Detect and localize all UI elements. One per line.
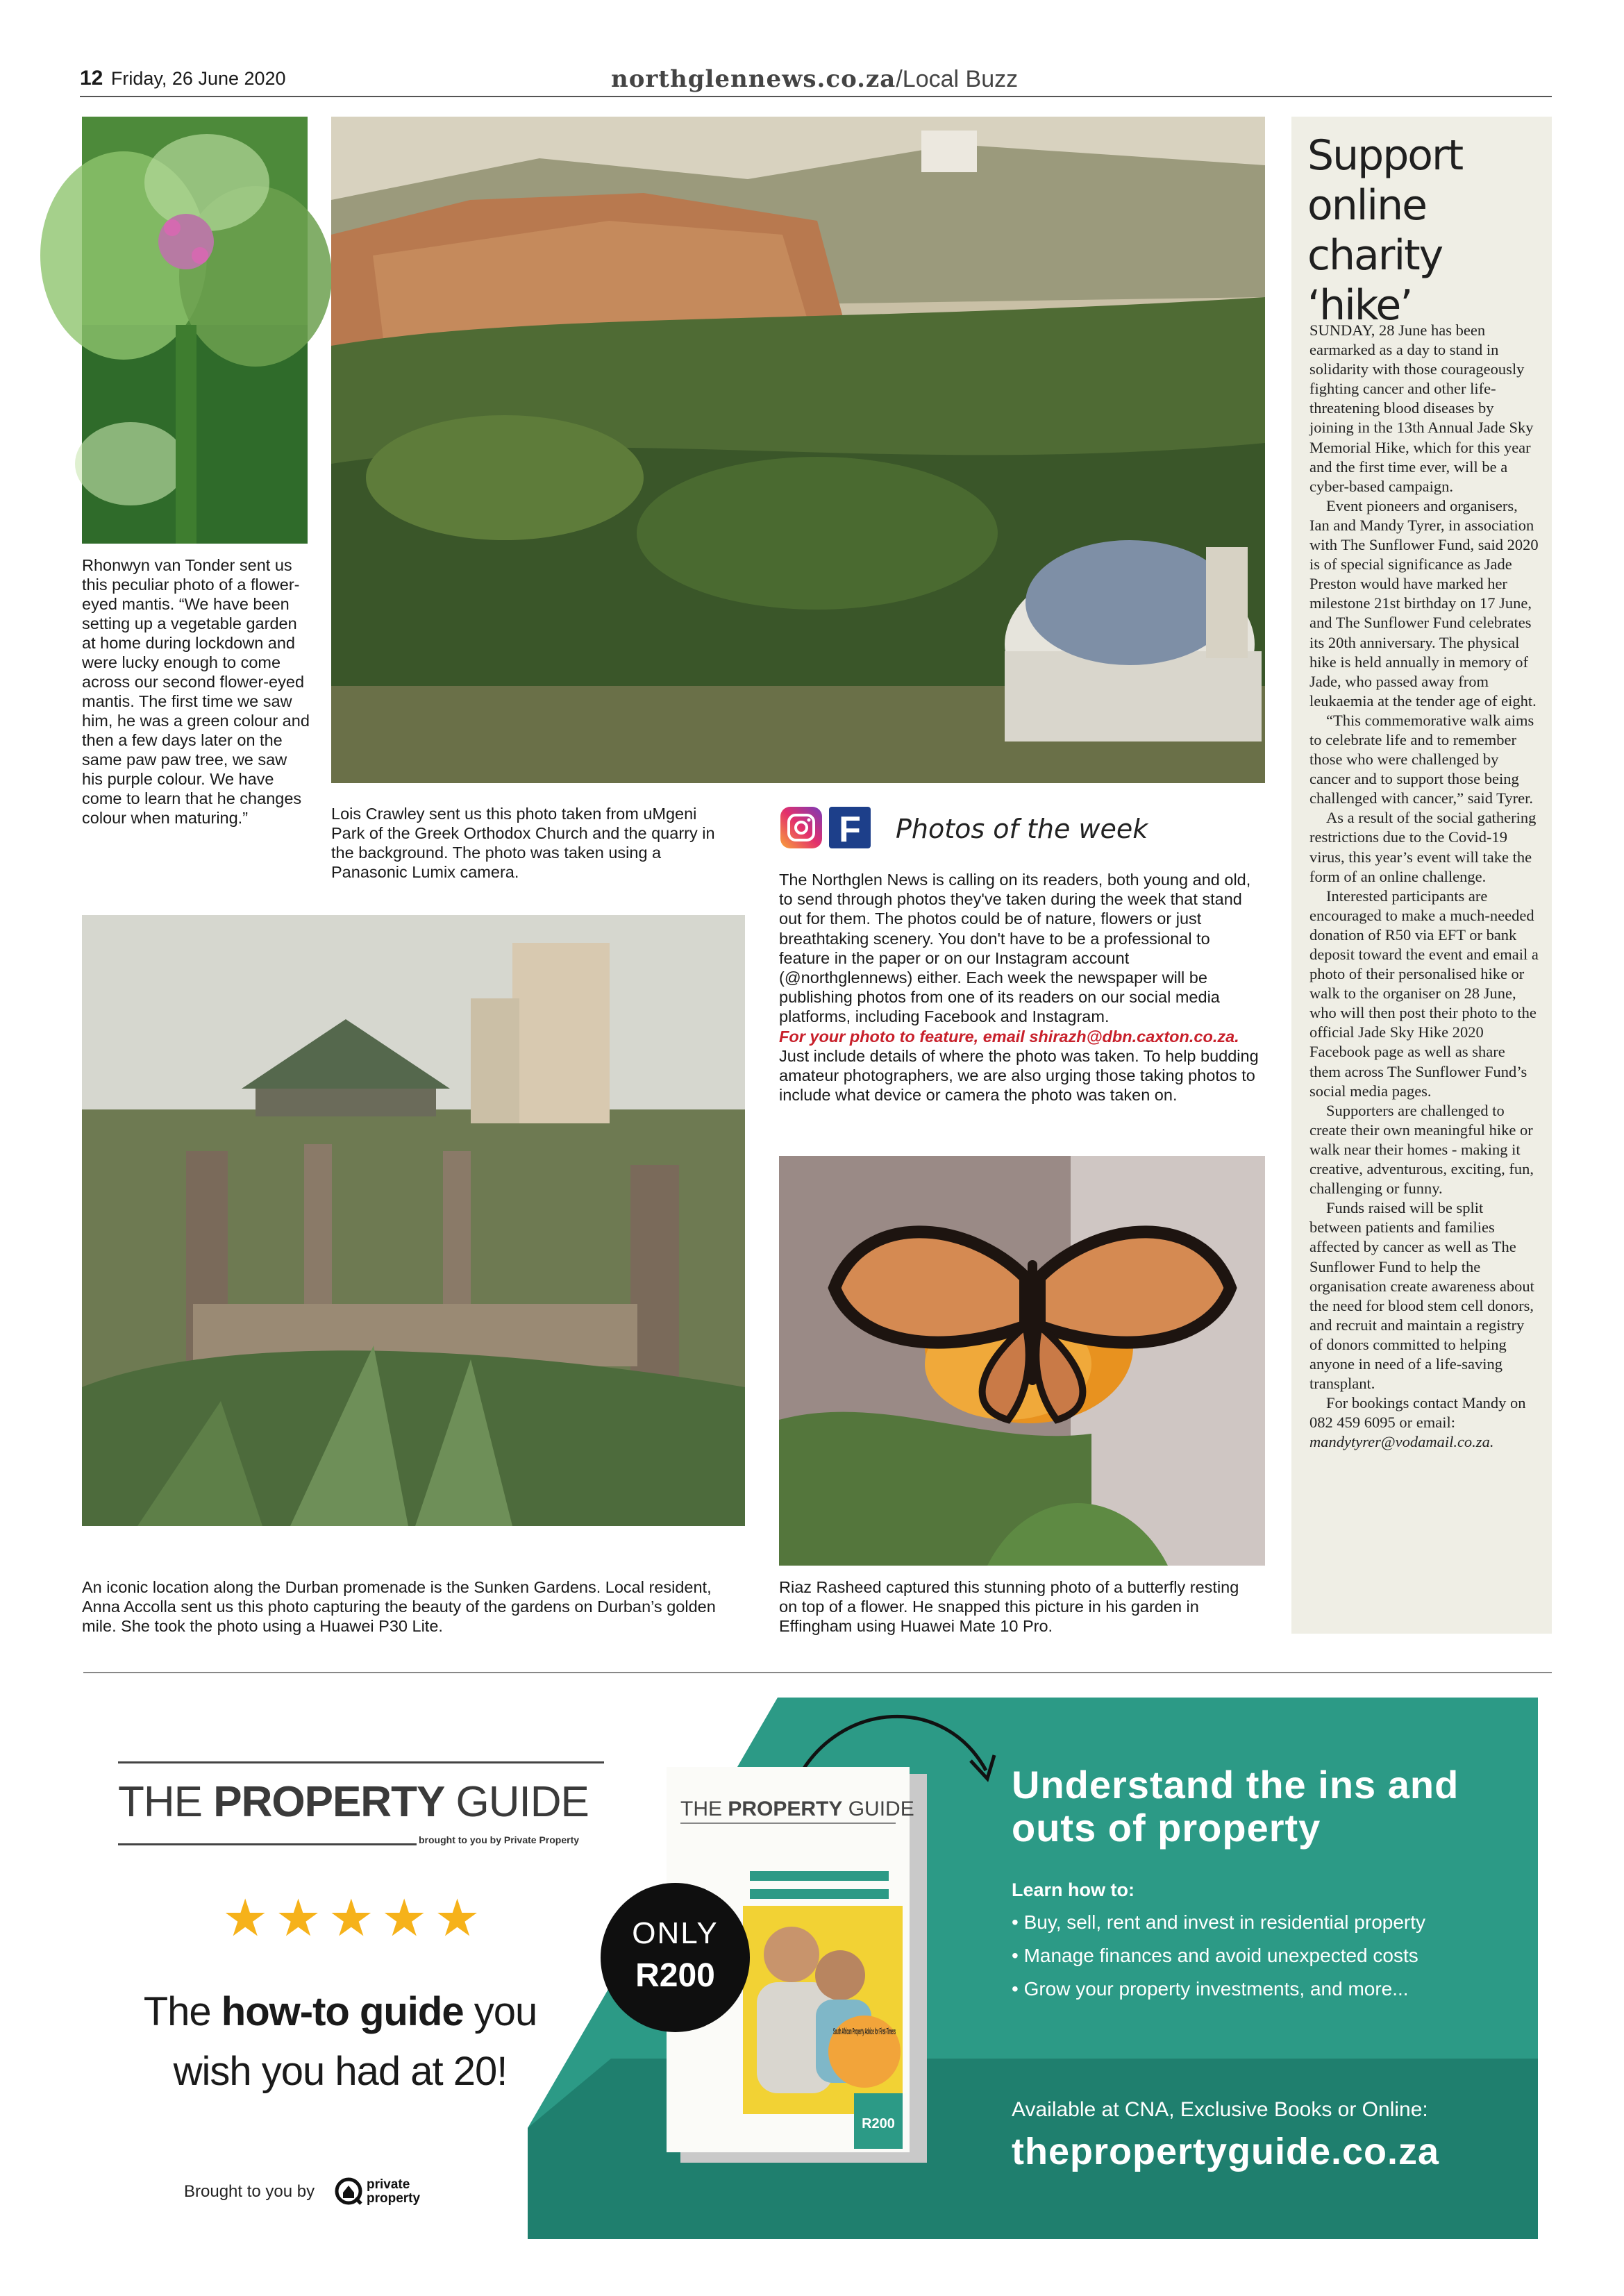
tagline-part: The <box>143 1989 221 2034</box>
private-property-icon <box>337 2179 361 2204</box>
book-badge: South African Property Advice for First-Timers <box>833 2026 896 2036</box>
article-paragraph: Event pioneers and organisers, Ian and Mandy Tyrer, in association with The Sunflower Fund, said 2020 is of special significance as Jade Preston would have marked her milestone 21st birthday on 17 June, and The Sunflower Fund celebrates its 20th anniversary. The physical hike is held annually in memory of Jade, who passed away from leukaemia at the tender age of eight. <box>1309 496 1539 710</box>
section-divider <box>83 1672 1552 1673</box>
site-name[interactable]: northglennews.co.za <box>611 65 896 93</box>
potw-paragraph-2: Just include details of where the photo was taken. To help budding amateur photographers, we are also urging those taking photos to include what device or camera the photo was taken on. <box>779 1046 1259 1105</box>
price-badge <box>601 1883 750 2032</box>
article-paragraph: Interested participants are encouraged to make a much-needed donation of R50 via EFT or bank deposit toward the event and email a photo of their personalised hike or walk to the organiser on 28 June, who will then post their photo to the official Jade Sky Hike 2020 Facebook page as well as share them across The Sunflower Fund’s social media pages. <box>1309 887 1539 1100</box>
tagline-bold: how-to guide <box>221 1989 464 2034</box>
potw-paragraph: The Northglen News is calling on its readers, both young and old, to send through photos they've taken during the week that stand out for them. The photos could be of nature, flowers or just breathtaking scenery. You don't have to be a professional to feature in the paper or on our Instagram account (@northglennews) either. Each week the newspaper will be publishing photos from one of its readers on our social media platforms, including Facebook and Instagram. <box>779 871 1251 1026</box>
book-price: R200 <box>862 2116 895 2131</box>
article-paragraph: SUNDAY, 28 June has been earmarked as a day to stand in solidarity with those courageously fighting cancer and other life-threatening blood diseases by joining in the 13th Annual Jade Sky Memorial Hike, which for this year and the first time ever, will be a cyber-based campaign. <box>1309 321 1534 495</box>
list-item: • Manage finances and avoid unexpected costs <box>1012 1945 1418 1966</box>
book-title: THE PROPERTY GUIDE <box>680 1798 914 1820</box>
article-paragraph: Funds raised will be split between patients and families affected by cancer as well as The Sunflower Fund to help the organisation create awareness about the need for blood stem cell donors, and recruit and maintain a registry of donors committed to helping anyone in need of a life-saving transplant. <box>1309 1199 1534 1393</box>
private-property-logo <box>333 2175 444 2208</box>
photos-of-the-week-body <box>779 870 1265 1105</box>
logo-bold: PROPERTY <box>213 1778 445 1826</box>
masthead-section <box>611 65 1018 93</box>
sunken-gardens-photo <box>82 915 745 1526</box>
gardens-caption: An iconic location along the Durban promenade is the Sunken Gardens. Local resident, Anna Accolla sent us this photo capturing the beauty of the gardens on Durban’s golden mile. She took the photo using a Huawei P30 Lite. <box>82 1578 716 1635</box>
tagline-line-2: wish you had at 20! <box>173 2049 508 2094</box>
ad-tagline <box>97 1982 583 2102</box>
butterfly-caption: Riaz Rasheed captured this stunning photo of a butterfly resting on top of a flower. He snapped this picture in his garden in Effingham using Huawei Mate 10 Pro. <box>779 1578 1239 1635</box>
article-paragraph: Supporters are challenged to create their own meaningful hike or walk near their homes - making it creative, adventurous, exciting, fun, challenging or funny. <box>1309 1101 1534 1198</box>
potw-email-prompt[interactable]: For your photo to feature, email shirazh@dbn.caxton.co.za. <box>779 1027 1239 1046</box>
tagline-part: you <box>463 1989 537 2034</box>
page-folio <box>80 67 286 90</box>
section-name: /Local Buzz <box>896 66 1019 92</box>
logo-subline: brought to you by Private Property <box>419 1834 580 1845</box>
ad-rule-top <box>118 1761 604 1763</box>
pp-logo-line1: private <box>367 2177 410 2192</box>
page-number: 12 <box>80 67 103 90</box>
contact-text: For bookings contact Mandy on 082 459 6095 or email: <box>1309 1394 1526 1432</box>
umgeni-photo <box>331 117 1265 783</box>
contact-email[interactable]: mandytyrer@vodamail.co.za. <box>1309 1433 1494 1451</box>
facebook-icon <box>829 807 871 850</box>
ad-availability: Available at CNA, Exclusive Books or Online: <box>1012 2098 1428 2121</box>
property-guide-logo <box>118 1777 589 1827</box>
social-icons <box>779 805 873 850</box>
instagram-icon <box>780 807 822 848</box>
price-badge-amount: R200 <box>635 1957 715 1994</box>
list-item: • Grow your property investments, and more... <box>1012 1978 1409 2000</box>
ad-bullet-list <box>1012 1906 1425 2006</box>
sidebar-headline: Support online charity ‘hike’ <box>1307 131 1463 330</box>
logo-suffix: GUIDE <box>444 1778 589 1826</box>
mantis-photo <box>82 117 308 544</box>
pp-logo-line2: property <box>367 2191 421 2206</box>
ad-headline: Understand the ins and outs of property <box>1012 1763 1459 1850</box>
list-item: • Buy, sell, rent and invest in residential property <box>1012 1911 1426 1933</box>
article-paragraph: As a result of the social gathering restrictions due to the Covid-19 virus, this year’s event will take the form of an online challenge. <box>1309 809 1537 885</box>
sidebar-article <box>1309 321 1539 1452</box>
ad-rule-bottom <box>118 1843 417 1845</box>
logo-prefix: THE <box>118 1778 214 1826</box>
article-paragraph: “This commemorative walk aims to celebrate life and to remember those who were challenged by cancer and to support those being challenged with cancer,” said Tyrer. <box>1309 711 1534 807</box>
rating-stars: ★★★★★ <box>222 1889 487 1947</box>
header-divider <box>80 96 1552 97</box>
umgeni-caption: Lois Crawley sent us this photo taken from uMgeni Park of the Greek Orthodox Church and the quarry in the background. The photo was taken using a Panasonic Lumix camera. <box>331 805 715 881</box>
issue-date: Friday, 26 June 2020 <box>110 68 286 89</box>
butterfly-photo <box>779 1156 1265 1566</box>
price-badge-label: ONLY <box>632 1916 719 1950</box>
ad-learn-label: Learn how to: <box>1012 1879 1135 1900</box>
mantis-caption: Rhonwyn van Tonder sent us this peculiar photo of a flower-eyed mantis. “We have been setting up a vegetable garden at home during lockdown and were lucky enough to come across our second flower-eyed mantis. The first time we saw him, he was a green colour and then a few days later on the same paw paw tree, we saw his purple colour. We have come to learn that he changes colour when maturing.” <box>82 556 310 827</box>
brought-to-you-by: Brought to you by <box>184 2182 315 2201</box>
svg-text:F: F <box>839 810 861 850</box>
ad-website-link[interactable]: thepropertyguide.co.za <box>1012 2131 1440 2172</box>
photos-of-the-week-title: Photos of the week <box>896 814 1148 844</box>
